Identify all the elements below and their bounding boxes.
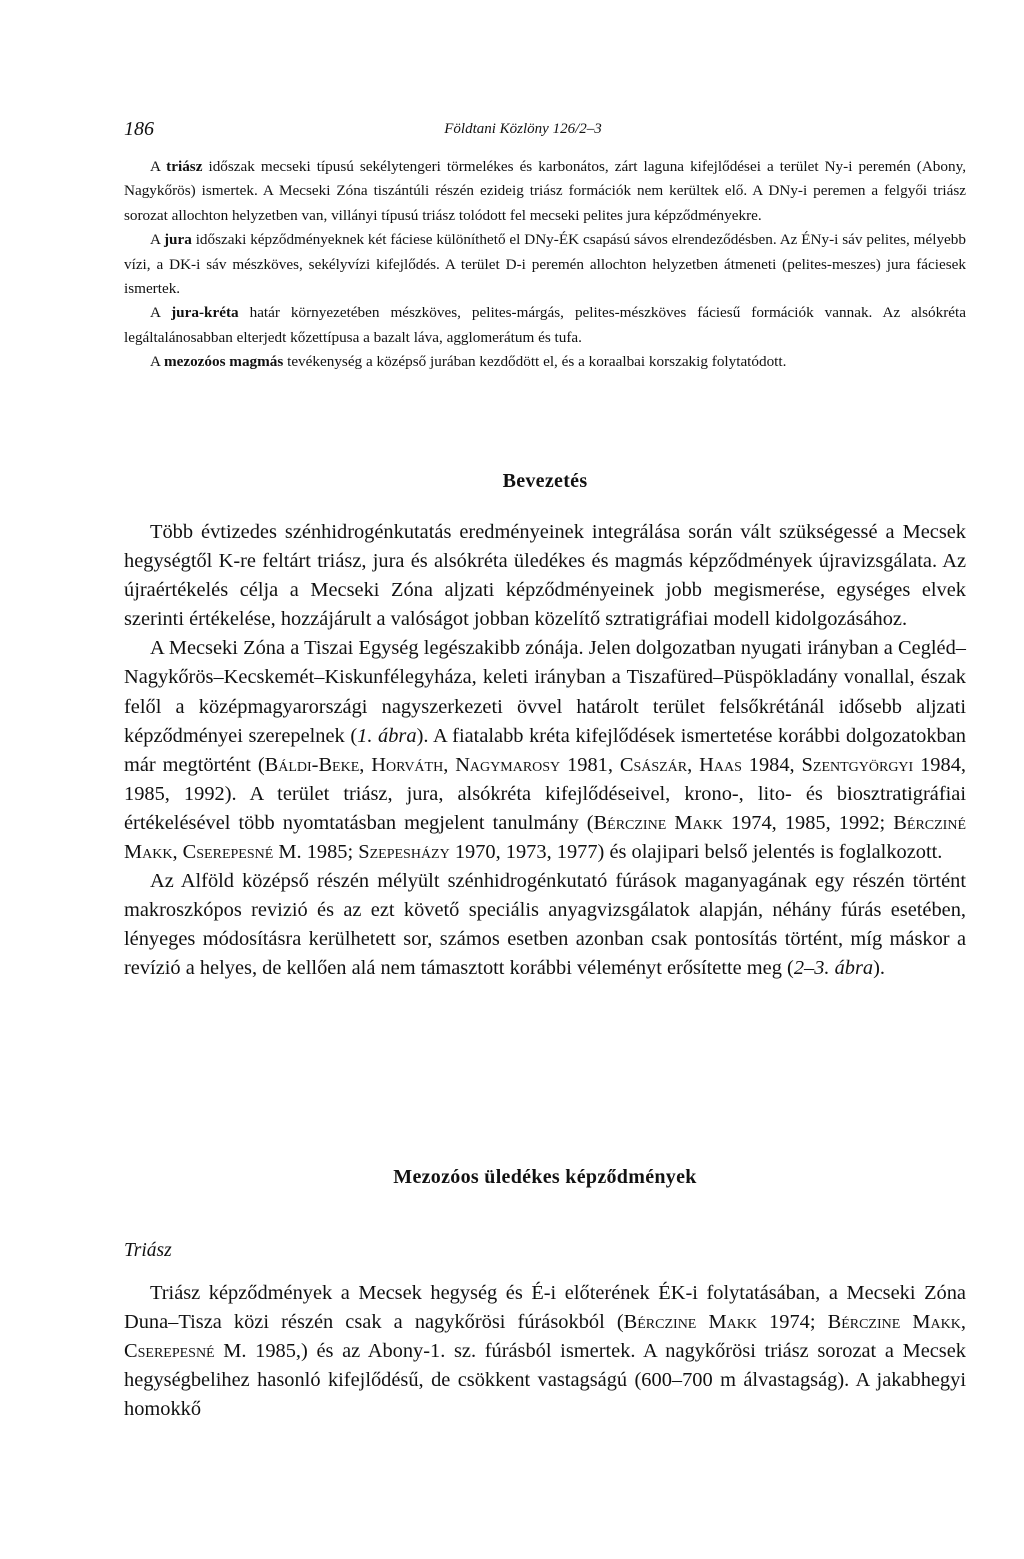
author-name: Nagymarosy [455,753,561,776]
figure-reference: 2–3. ábra [793,957,874,980]
term-jura: jura [164,231,192,249]
author-name: Bérczine Makk [827,1311,961,1334]
journal-title: Földtani Közlöny 126/2–3 [444,121,602,137]
author-name: Cserepesné [182,841,274,864]
author-name: Bérczine Makk [593,811,723,834]
abstract-paragraph-mezozoos: A mezozóos magmás tevékenység a középső jurában kezdődött el, és a koraalbai korszakig folytatódott. [150,353,787,371]
author-name: Császár [619,753,688,776]
abstract-paragraph-jura: A jura időszaki képződményeknek két fáciese különíthető el DNy-ÉK csapású sávos elrendeződésben. Az ÉNy-i sáv pelites, mélyebb vízi, a DK-i sáv mészköves, sekélyvízi kifejlődés. A terület D-i peremén allochton helyzetben átmeneti (pelites-meszes) jura fáciesek ismertek. [124,231,966,298]
intro-paragraph-2: A Mecseki Zóna a Tiszai Egység legészakibb zónája. Jelen dolgozatban nyugati irányban a Cegléd–Nagykőrös–Kecskemét–Kiskunfélegyháza, keleti irányban a Tiszafüred–Püspökladány vonallal, észak felől a középmagyarországi nagyszerkezeti övvel határolt terület felsőkrétánál idősebb aljzati képződményei szerepelnek (1. ábra). A fiatalabb kréta kifejlődések ismertetése korábbi dolgozatokban már megtörtént (Báldi-Beke, Horváth, Nagymarosy 1981, Császár, Haas 1984, Szentgyörgyi 1984, 1985, 1992). A terület triász, jura, alsókréta kifejlődéseivel, krono-, lito- és biosztratigráfiai értékelésével több nyomtatásban megjelent tanulmány (Bérczine Makk 1974, 1985, 1992; Bércziné Makk, Cserepesné M. 1985; Szepesházy 1970, 1973, 1977) és olajipari belső jelentés is foglalkozott. [124,637,967,864]
author-name: Horváth [371,753,444,776]
author-name: Haas [699,753,742,776]
trias-paragraph: Triász képződmények a Mecsek hegység és É-i előterének ÉK-i folytatásában, a Mecseki Zóna Duna–Tisza közi részén csak a nagykőrösi fúrásokból (Bérczine Makk 1974; Bérczine Makk, Cserepesné M. 1985,) és az Abony-1. sz. fúrásból ismertek. A nagykőrösi triász sorozat a Mecsek hegységbelihez hasonló kifejlődésű, de csökkent vastagságú (600–700 m álvastagság). A jakabhegyi homokkő [124,1282,966,1421]
page-number: 186 [124,118,154,140]
author-name: Bérczine Makk [623,1311,757,1334]
term-jura-kreta: jura-kréta [171,304,239,322]
abstract-paragraph-trias: A triász időszak mecseki típusú sekélytengeri törmelékes és karbonátos, zárt laguna kifejlődései a terület Ny-i peremén (Abony, Nagykőrös) ismertek. A Mecseki Zóna tiszántúli részén ezideig triász formációk nem kerültek elő. A DNy-i peremen a felgyői triász sorozat allochton helyzetben van, villányi típusú triász tolódott fel mecseki pelites jura képződményekre. [124,158,966,224]
term-trias: triász [166,158,203,175]
running-head [124,118,922,148]
section-heading-bevezetes: Bevezetés [502,470,588,492]
intro-paragraph-1: Több évtizedes szénhidrogénkutatás eredményeinek integrálása során vált szükségessé a Mecsek hegységtől K-re feltárt triász, jura és alsókréta üledékes és magmás képződmények újravizsgálata. Az újraértékelés célja a Mecseki Zóna aljzati képződményeinek jobb megismerése, egységes elvek szerinti értékelése, hozzájárult a valóságot jobban közelítő sztratigráfiai modell kidolgozásához. [124,521,966,631]
author-name: Szepesházy [358,841,450,864]
author-name: Báldi-Beke [264,753,360,776]
trias-text [124,1279,966,1424]
subheading-trias: Triász [124,1240,172,1261]
author-name: Bércziné Makk [124,811,967,864]
abstract-paragraph-jura-kreta: A jura-kréta határ környezetében mészköves, pelites-márgás, pelites-mészköves fáciesű formációk vannak. Az alsókréta legáltalánosabban elterjedt kőzettípusa a bazalt láva, agglomerátum és tufa. [124,304,966,346]
intro-paragraph-3: Az Alföld középső részén mélyült szénhidrogénkutató fúrások maganyagának egy részén történt makroszkópos revizió és az ezt követő speciális anyagvizsgálatok alapján, néhány fúrás esetében, lényeges módosításra kerülhetett sor, számos esetben azonban csak pontosítás történt, míg máskor a revízió a helyes, de kellően alá nem támasztott korábbi véleményt erősítette meg (2–3. ábra). [124,870,966,980]
intro-text [124,518,966,984]
term-mezozoos-magmas: mezozóos magmás [163,353,284,371]
figure-reference: 1. ábra [357,724,417,747]
abstract [124,155,966,375]
author-name: Cserepesné [124,1340,215,1363]
author-name: Szentgyörgyi [801,753,914,776]
section-heading-mezozoos: Mezozóos üledékes képződmények [393,1166,697,1188]
